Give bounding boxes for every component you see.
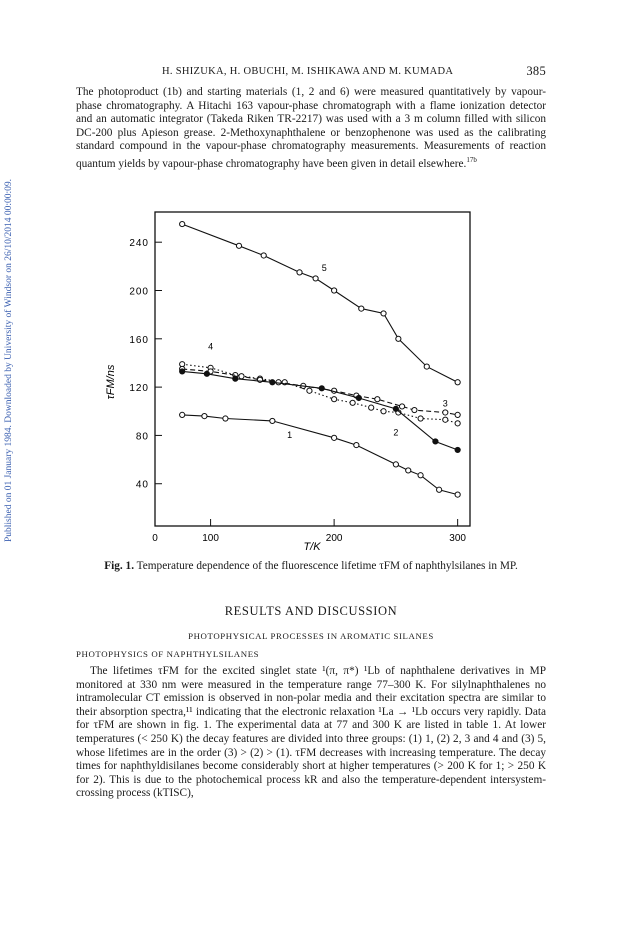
data-point [332,397,337,402]
data-point [319,386,324,391]
data-point [359,306,364,311]
data-point [455,492,460,497]
intro-paragraph [76,86,546,171]
data-point [455,421,460,426]
data-point [369,405,374,410]
data-point [406,468,411,473]
subsubheading: PHOTOPHYSICS OF NAPHTHYLSILANES [76,649,260,659]
data-point [455,380,460,385]
data-point [313,276,318,281]
y-axis-label: τFM/ns [105,364,117,400]
data-point [381,311,386,316]
download-watermark: Published on 01 January 1984. Downloaded by University of Windsor on 26/10/2014 00:00:09. [4,178,14,542]
data-point [270,418,275,423]
series-1 [180,412,461,497]
curve-label-2: 2 [393,427,399,438]
running-head-authors: H. SHIZUKA, H. OBUCHI, M. ISHIKAWA AND M. KUMADA [162,66,454,77]
body-paragraph: The lifetimes τFM for the excited singlet state ¹(π, π*) ¹Lb of naphthalene derivatives in MP monitored at 330 nm were measured in the temperature range 77–300 K. For silylnaphthalenes no intramolecular CT emission is observed in non-polar media and their excitation spectra are similar to their absorption spectra,¹¹ indicating that the electronic relaxation ¹La → ¹Lb occurs very rapidly. Data for τFM are shown in fig. 1. The experimental data at 77 and 300 K are listed in table 1. At lower temperatures (< 250 K) the decay features are divided into three groups: (1) 1, (2) 2, 3 and 4 and (3) 5, whose lifetimes are in the order (3) > (2) > (1). τFM decreases with increasing temperature. The decay times for naphthyldisilanes become considerably short at higher temperatures (> 200 K for 1; > 250 K for 2). This is due to the photochemical process kR and also the temperature-dependent intersystem-crossing process (kTISC), [76,665,546,800]
data-point [399,404,404,409]
x-tick-label: 300 [449,533,466,544]
data-point [202,414,207,419]
data-point [424,364,429,369]
data-point [396,336,401,341]
data-point [437,487,442,492]
series-line [182,224,457,382]
curve-label-3: 3 [442,398,448,409]
data-point [270,380,275,385]
data-point [381,409,386,414]
data-point [356,395,361,400]
data-point [332,435,337,440]
data-point [180,412,185,417]
series-layer [180,221,461,497]
y-tick-label: 240 [129,238,149,250]
data-point [261,253,266,258]
figure-caption [76,560,546,572]
data-point [239,374,244,379]
y-tick-label: 80 [135,431,149,443]
axes [129,238,466,544]
x-axis-label: T/K [303,541,321,550]
data-point [418,416,423,421]
data-point [223,416,228,421]
figure-lifetime-chart [100,200,490,550]
data-point [180,369,185,374]
running-head [76,66,546,82]
x-tick-label: 0 [152,533,158,544]
data-point [236,243,241,248]
y-tick-label: 160 [129,334,149,346]
series-3 [180,366,461,417]
series-line [182,415,457,495]
section-heading: RESULTS AND DISCUSSION [224,604,398,618]
data-point [455,447,460,452]
intro-text: The photoproduct (1b) and starting materials (1, 2 and 6) were measured quantitatively by vapour-phase chromatography. A Hitachi 163 vapour-phase chromatograph with a flame ionization detector and an automatic integrator (Takeda Riken TR-2217) was used with a 3 m column filled with silicon DC-200 plus Apieson grease. 2-Methoxynaphthalene or benzophenone was used as the calibrating standard compound in the vapour-phase chromatography measurements. Measurements of reaction quantum yields by vapour-phase chromatography have been given in detail elsewhere. [76,86,546,170]
series-4 [180,362,461,426]
page-number: 385 [526,64,546,78]
x-tick-label: 200 [325,533,343,544]
y-tick-label: 120 [129,383,149,395]
curve-label-1: 1 [287,429,293,440]
data-point [443,410,448,415]
data-point [354,442,359,447]
x-tick-label: 100 [202,533,219,544]
plot-frame [155,212,470,526]
intro-reference: 17b [466,155,477,164]
curve-label-4: 4 [208,341,214,352]
data-point [443,417,448,422]
data-point [297,270,302,275]
curve-label-5: 5 [321,263,327,274]
data-point [307,388,312,393]
data-point [180,221,185,226]
series-5 [180,221,461,384]
figure-caption-text: Temperature dependence of the fluorescence lifetime τFM of naphthylsilanes in MP. [136,560,518,572]
data-point [204,371,209,376]
data-point [455,412,460,417]
y-tick-label: 40 [135,479,149,491]
data-point [350,400,355,405]
data-point [332,288,337,293]
data-point [433,439,438,444]
y-tick-label: 200 [129,286,149,298]
figure-caption-label: Fig. 1. [104,560,135,572]
data-point [233,376,238,381]
data-point [393,462,398,467]
subheading: PHOTOPHYSICAL PROCESSES IN AROMATIC SILANES [188,631,434,641]
data-point [412,407,417,412]
data-point [375,397,380,402]
data-point [393,406,398,411]
data-point [418,473,423,478]
